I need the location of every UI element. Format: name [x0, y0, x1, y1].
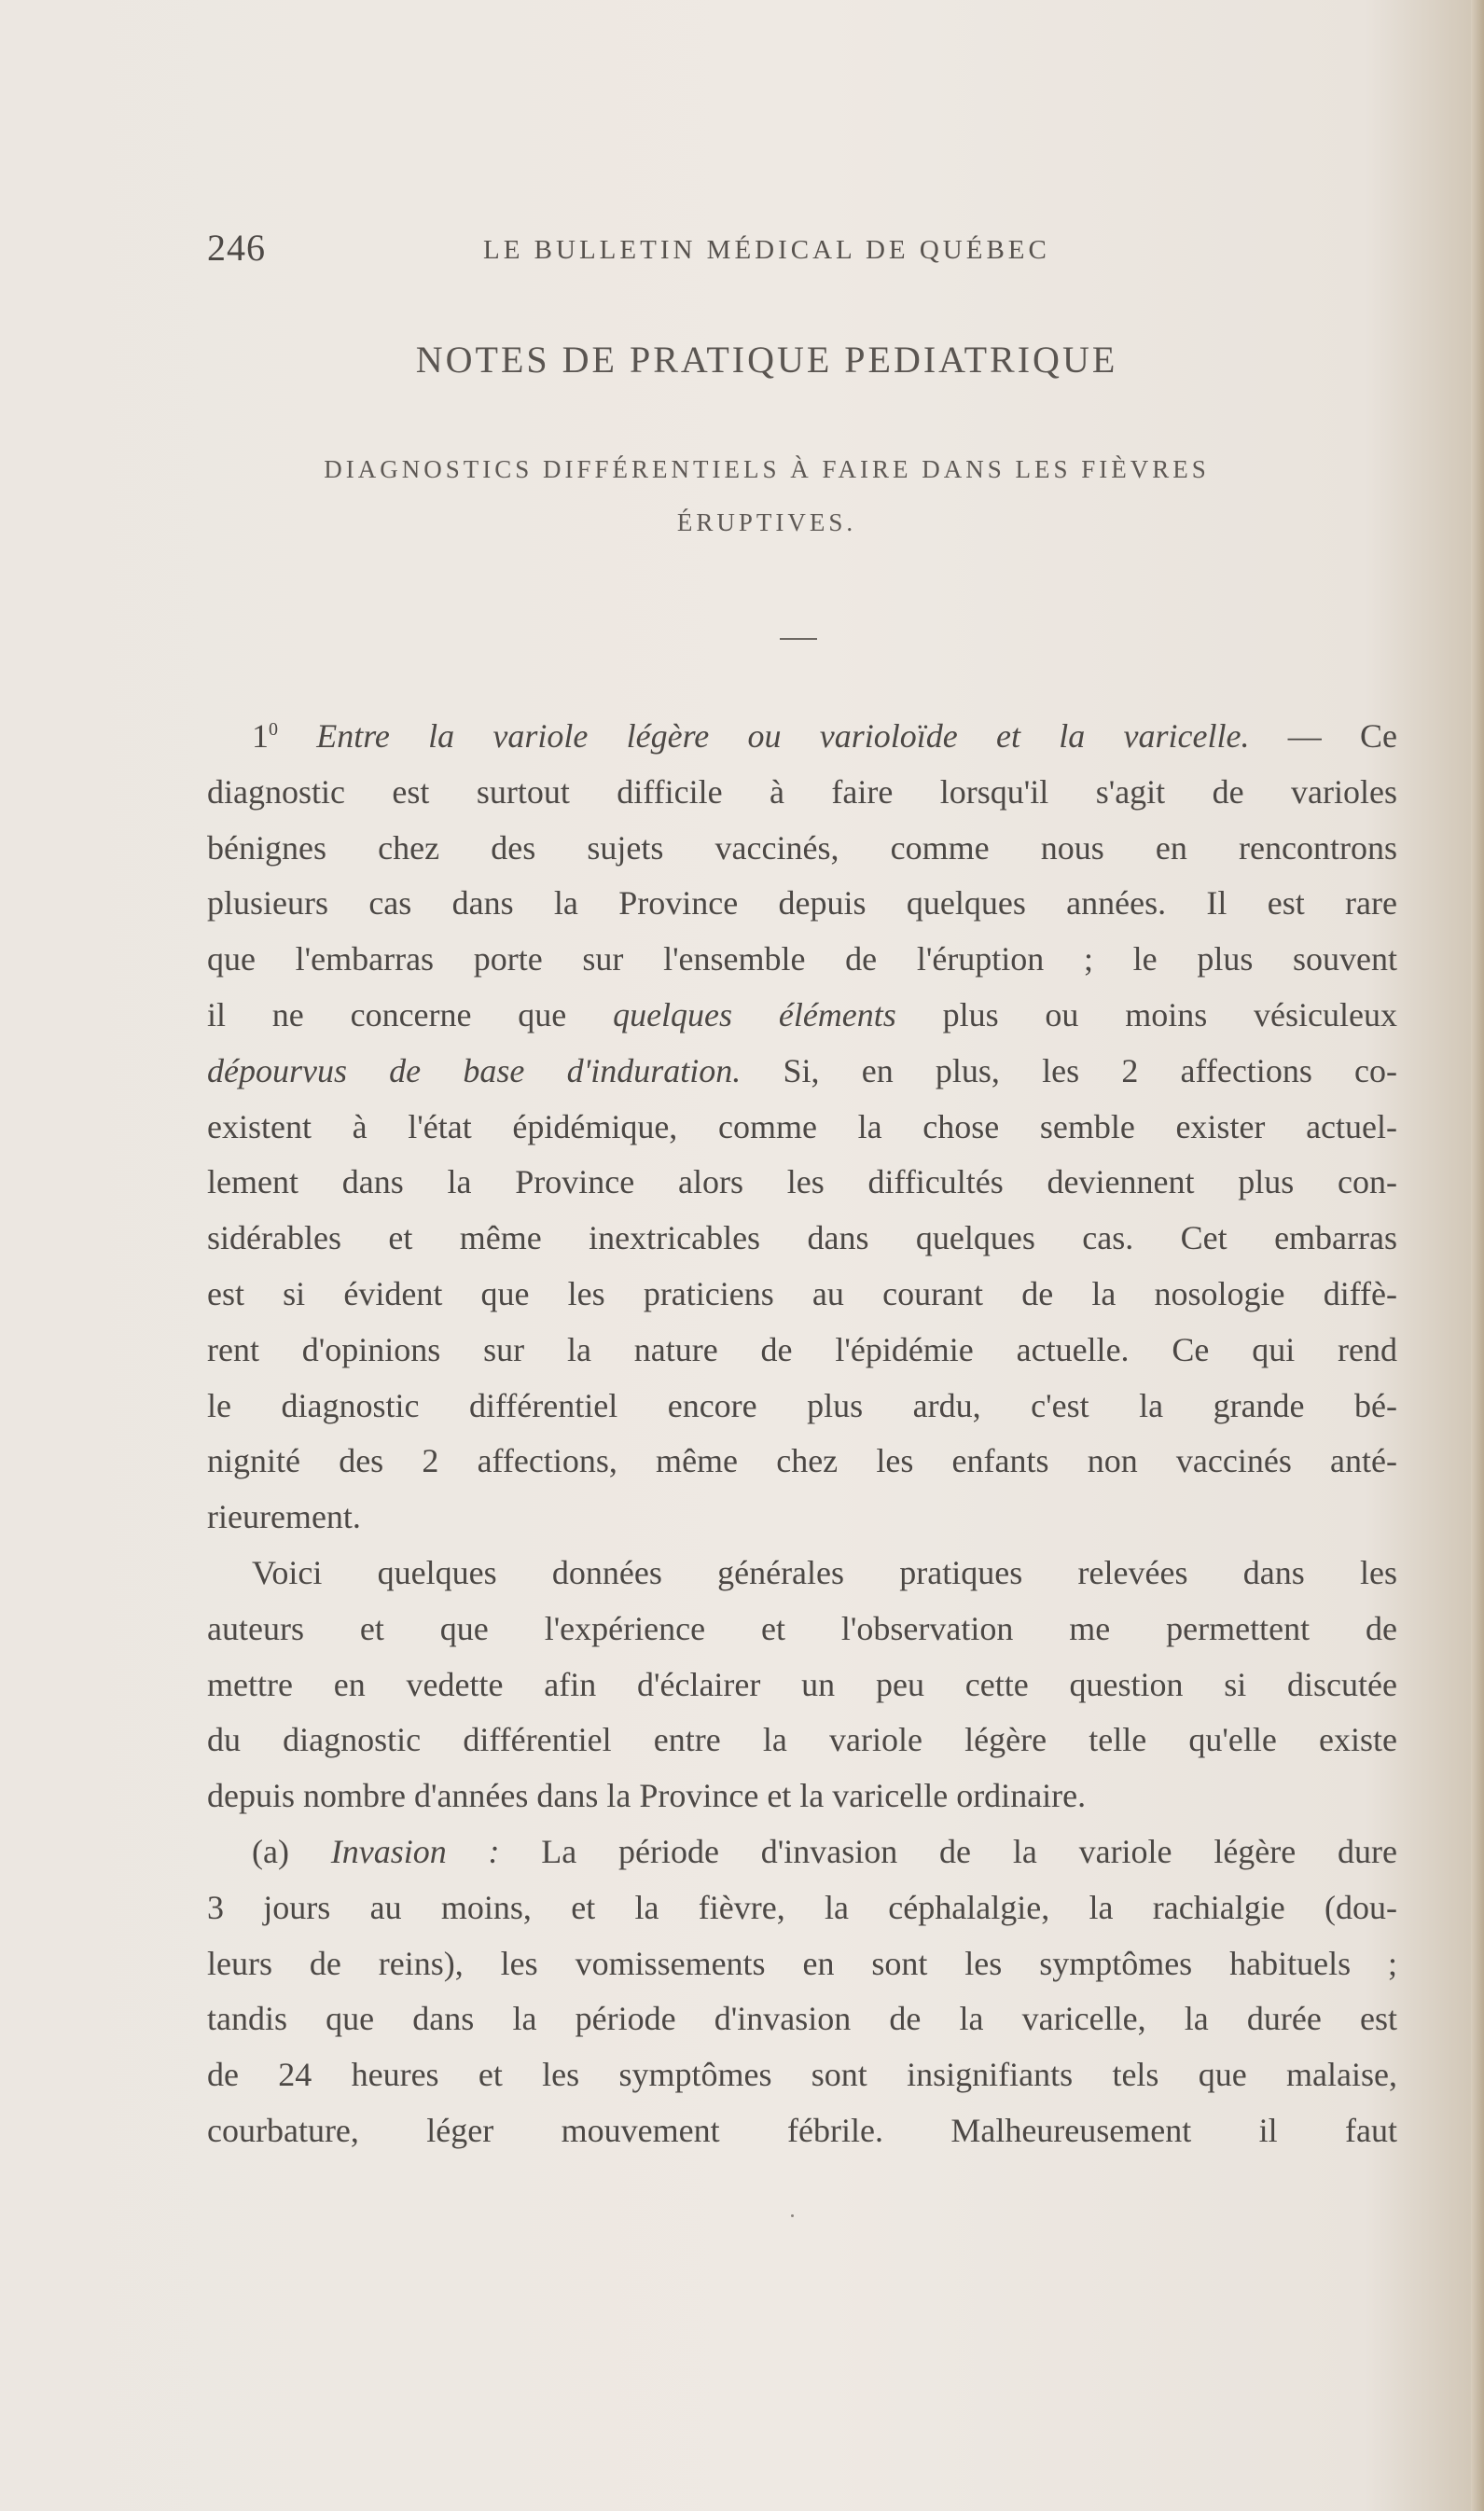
paragraph-2-line-1: Voici quelques données générales pratiques relevées dans les [252, 1553, 1397, 1591]
section-separator [780, 638, 817, 640]
paragraph-1-line-11: est si évident que les praticiens au courant de la nosologie diffè- [207, 1274, 1397, 1312]
page-number: 246 [207, 227, 266, 269]
section-degree: 0 [269, 719, 278, 740]
italic-run: Invasion : [330, 1832, 500, 1870]
paragraph-2-line-2: auteurs et que l'expérience et l'observation me permettent de [207, 1609, 1397, 1647]
text-run: La période d'invasion de la variole légère dure [499, 1832, 1397, 1870]
paragraph-1-line-7 [207, 1044, 1397, 1100]
article-body [207, 709, 1397, 2159]
section-heading-dash: — Ce [1249, 717, 1397, 755]
paragraph-1-line-10: sidérables et même inextricables dans quelques cas. Cet embarras [207, 1219, 1397, 1257]
paragraph-2-line-5: depuis nombre d'années dans la Province et la varicelle ordinaire. [207, 1777, 1087, 1815]
paragraph-3-line-5: de 24 heures et les symptômes sont insignifiants tels que malaise, [207, 2056, 1397, 2094]
paragraph-1-line-15: rieurement. [207, 1498, 361, 1536]
paragraph-2-line-4: du diagnostic différentiel entre la variole légère telle qu'elle existe [207, 1721, 1397, 1759]
paragraph-3-line-2: 3 jours au moins, et la fièvre, la céphalalgie, la rachialgie (dou- [207, 1888, 1397, 1926]
text-run: Si, en plus, les 2 affections co- [741, 1051, 1397, 1089]
paragraph-1-line-5: que l'embarras porte sur l'ensemble de l'éruption ; le plus souvent [207, 940, 1397, 978]
paragraph-2-line-3: mettre en vedette afin d'éclairer un peu cette question si discutée [207, 1665, 1397, 1703]
paragraph-3-line-1 [207, 1824, 1397, 1880]
paragraph-1-line-8: existent à l'état épidémique, comme la chose semble exister actuel- [207, 1107, 1397, 1145]
section-number: 1 [252, 717, 269, 755]
page-edge-shadow [1471, 0, 1484, 2511]
paragraph-1-line-1 [207, 709, 1397, 765]
text-run: il ne concerne que [207, 995, 614, 1034]
page-header [207, 226, 1151, 282]
paragraph-3-line-4: tandis que dans la période d'invasion de la varicelle, la durée est [207, 2000, 1397, 2038]
running-title: LE BULLETIN MÉDICAL DE QUÉBEC [483, 235, 1050, 265]
article-subtitle-line-2: ÉRUPTIVES. [676, 508, 857, 536]
text-run: plus ou moins vésiculeux [895, 995, 1397, 1034]
italic-run: dépourvus de base d'induration. [207, 1051, 742, 1089]
paragraph-1-line-9: lement dans la Province alors les difficultés deviennent plus con- [207, 1163, 1397, 1201]
text-run: (a) [252, 1832, 331, 1870]
paragraph-1-line-14: nignité des 2 affections, même chez les enfants non vaccinés anté- [207, 1442, 1397, 1480]
italic-run: quelques éléments [613, 995, 896, 1034]
section-heading: Entre la variole légère ou varioloïde et la varicelle. [316, 717, 1250, 755]
article-subtitle-line-1: DIAGNOSTICS DIFFÉRENTIELS À FAIRE DANS LES FIÈVRES [324, 455, 1210, 483]
paragraph-3-line-6: courbature, léger mouvement fébrile. Malheureusement il faut [207, 2111, 1397, 2149]
print-speck [791, 2214, 794, 2217]
paragraph-1-line-13: le diagnostic différentiel encore plus ardu, c'est la grande bé- [207, 1386, 1397, 1424]
paragraph-1-line-6 [207, 988, 1397, 1044]
article-title: NOTES DE PRATIQUE PEDIATRIQUE [415, 339, 1118, 381]
paragraph-3-line-3: leurs de reins), les vomissements en sont les symptômes habituels ; [207, 1944, 1397, 1982]
paragraph-1-line-12: rent d'opinions sur la nature de l'épidémie actuelle. Ce qui rend [207, 1330, 1397, 1368]
paragraph-1-line-3: bénignes chez des sujets vaccinés, comme nous en rencontrons [207, 828, 1397, 867]
paragraph-1-line-2: diagnostic est surtout difficile à faire lorsqu'il s'agit de varioles [207, 772, 1397, 811]
paragraph-1-line-4: plusieurs cas dans la Province depuis quelques années. Il est rare [207, 884, 1397, 923]
